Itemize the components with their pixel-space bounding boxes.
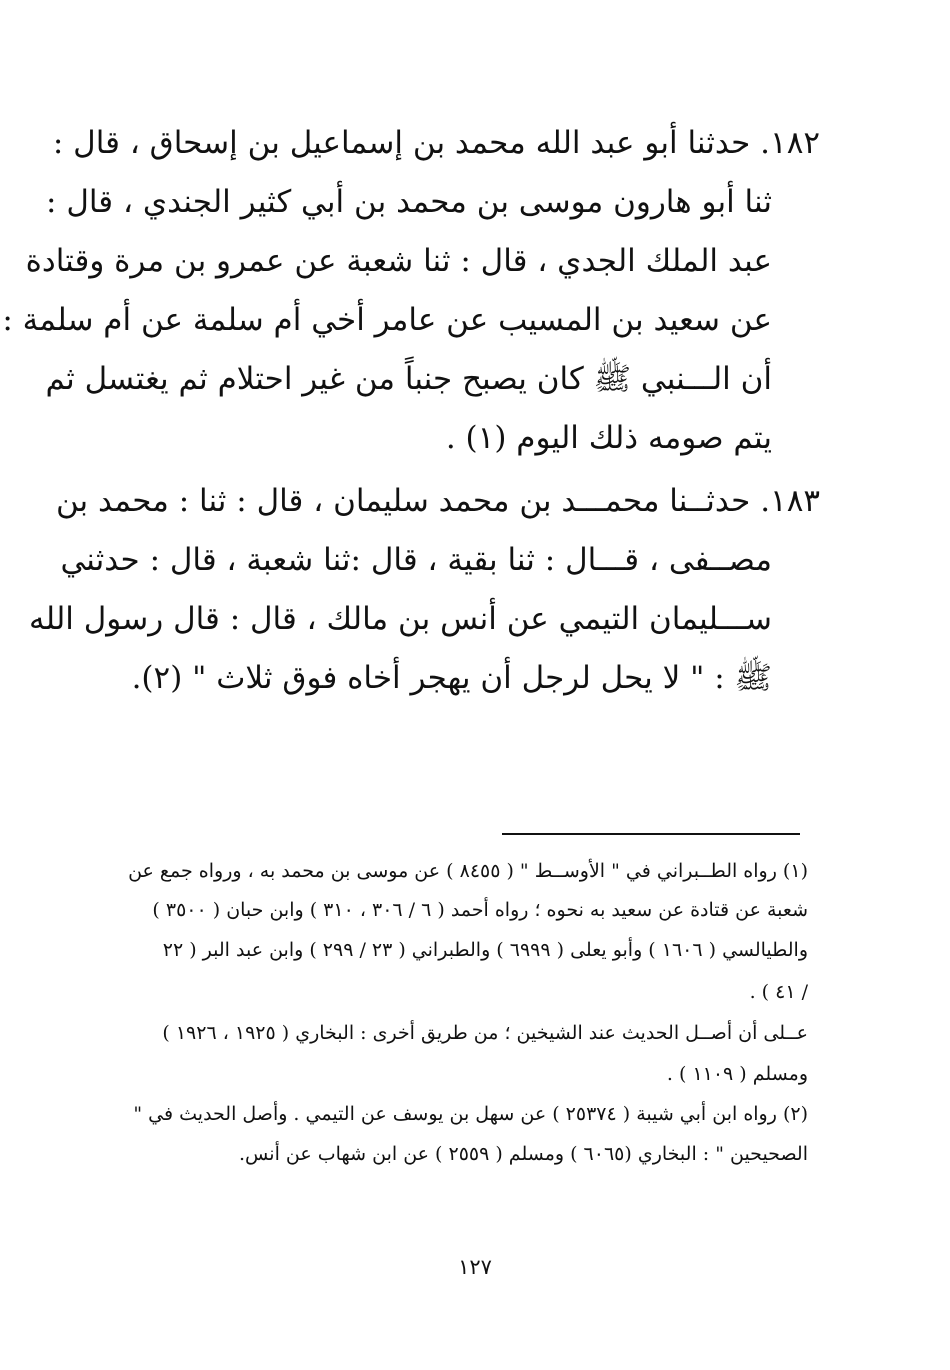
hadith-182-line-6: يتم صومه ذلك اليوم (١) . — [445, 420, 772, 456]
page-number: ١٢٧ — [458, 1255, 492, 1279]
footnote-1-line-2: شعبة عن قتادة عن سعيد به نحوه ؛ رواه أحمد ( ٦ / ٣٠٦ ، ٣١٠ ) وابن حبان ( ٣٥٠٠ ) — [152, 899, 808, 921]
hadith-182-line-4: عن سعيد بن المسيب عن عامر أخي أم سلمة عن أم سلمة : — [2, 302, 772, 338]
footnote-2-line-2: الصحيحين " : البخاري (٦٠٦٥ ) ومسلم ( ٢٥٥٩ ) عن ابن شهاب عن أنس. — [239, 1143, 808, 1165]
footnote-separator — [502, 833, 800, 835]
footnote-1-line-3: والطيالسي ( ١٦٠٦ ) وأبو يعلى ( ٦٩٩٩ ) والطبراني ( ٢٣ / ٢٩٩ ) وابن عبد البر ( ٢٢ — [162, 939, 808, 961]
footnote-1-line-4: / ٤١ ) . — [749, 981, 808, 1003]
hadith-182-line-5: أن الـــنبي ﷺ كان يصبح جنباً من غير احتلام ثم يغتسل ثم — [45, 361, 772, 397]
hadith-182-line-3: عبد الملك الجدي ، قال : ثنا شعبة عن عمرو بن مرة وقتادة — [25, 243, 772, 279]
footnote-2-line-1: (٢) رواه ابن أبي شيبة ( ٢٥٣٧٤ ) عن سهل بن يوسف عن التيمي . وأصل الحديث في " — [133, 1103, 808, 1125]
hadith-182-line-2: ثنا أبو هارون موسى بن محمد بن أبي كثير الجندي ، قال : — [46, 184, 772, 220]
footnote-1-line-5: عــلى أن أصــل الحديث عند الشيخين ؛ من طريق أخرى : البخاري ( ١٩٢٥ ، ١٩٢٦ ) — [162, 1022, 808, 1044]
hadith-183-line-2: مصــفى ، قـــال : ثنا بقية ، قال :ثنا شعبة ، قال : حدثني — [60, 542, 772, 578]
footnote-1-line-1: (١) رواه الطــبراني في " الأوســط " ( ٨٤٥٥ ) عن موسى بن محمد به ، ورواه جمع عن — [128, 860, 808, 882]
hadith-182-line-1: ١٨٢. حدثنا أبو عبد الله محمد بن إسماعيل بن إسحاق ، قال : — [52, 125, 820, 161]
hadith-183-line-4: ﷺ : " لا يحل لرجل أن يهجر أخاه فوق ثلاث " (٢). — [131, 660, 772, 696]
hadith-183-line-1: ١٨٣. حدثــنا محمـــد بن محمد سليمان ، قال : ثنا : محمد بن — [55, 483, 820, 519]
hadith-183-line-3: ســـليمان التيمي عن أنس بن مالك ، قال : قال رسول الله — [28, 601, 772, 637]
footnote-1-line-6: ومسلم ( ١١٠٩ ) . — [666, 1063, 808, 1085]
